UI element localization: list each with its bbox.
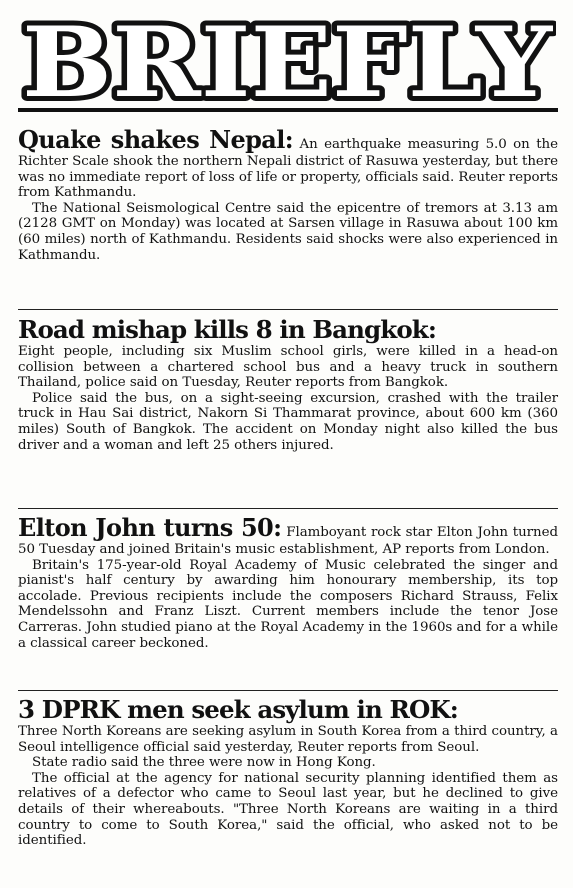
article-headline: 3 DPRK men seek asylum in ROK: (18, 695, 458, 724)
article-paragraph: State radio said the three were now in Hong Kong. (32, 755, 376, 771)
article-headline: Elton John turns 50: (18, 513, 282, 542)
article-lead: Three North Koreans are seeking asylum in South Korea from a third country, a Seoul intelligence official said yesterday, Reuter reports from Seoul. (18, 724, 558, 755)
article-lead: Flamboyant rock star Elton John turned 50 Tuesday and joined Britain's music establishment, AP reports from London. (18, 525, 558, 557)
article-paragraph: Police said the bus, on a sight-seeing excursion, crashed with the trailer truck in Hau Sai district, Nakorn Si Thammarat province, about 600 km (360 miles) South of Bangkok. The accident on Monday night also killed the bus driver and a woman and left 25 others injured. (18, 390, 558, 453)
masthead-rule (18, 108, 558, 112)
article-paragraph: The National Seismological Centre said the epicentre of tremors at 3.13 am (2128 GMT on Monday) was located at Sarsen village in Rasuwa about 100 km (60 miles) north of Kathmandu. Residents said shocks were also experienced in Kathmandu. (18, 200, 558, 263)
article-paragraph: The official at the agency for national security planning identified them as relatives of a defector who came to Seoul last year, but he declined to give details of their whereabouts. "Three North Koreans are waiting in a third country to come to South Korea," said the official, who asked not to be identified. (18, 770, 558, 849)
article-headline: Road mishap kills 8 in Bangkok: (18, 315, 437, 344)
article-road-mishap (18, 316, 558, 453)
article-dprk-asylum (18, 696, 558, 849)
article-paragraph: Britain's 175-year-old Royal Academy of Music celebrated the singer and pianist's half century by awarding him honourary membership, its top accolade. Previous recipients include the composers Richard Strauss, Felix Mendelssohn and Franz Liszt. Current members include the tenor Jose Carreras. John studied piano at the Royal Academy in the 1960s and for a while a classical career beckoned. (18, 557, 558, 651)
masthead-title: BRIEFLY (22, 14, 554, 106)
masthead (18, 14, 556, 106)
masthead-title-graphic (18, 14, 556, 106)
article-elton-john (18, 514, 558, 651)
article-divider (18, 309, 558, 310)
article-headline: Quake shakes Nepal: (18, 125, 294, 154)
article-divider (18, 508, 558, 509)
article-quake-nepal (18, 126, 558, 263)
article-divider (18, 690, 558, 691)
article-lead: Eight people, including six Muslim school girls, were killed in a head-on collision between a chartered school bus and a heavy truck in southern Thailand, police said on Tuesday, Reuter reports from Bangkok. (18, 344, 558, 391)
article-lead: An earthquake measuring 5.0 on the Richter Scale shook the northern Nepali district of Rasuwa yesterday, but there was no immediate report of loss of life or property, officials said. Reuter reports from Kathmandu. (18, 137, 558, 201)
